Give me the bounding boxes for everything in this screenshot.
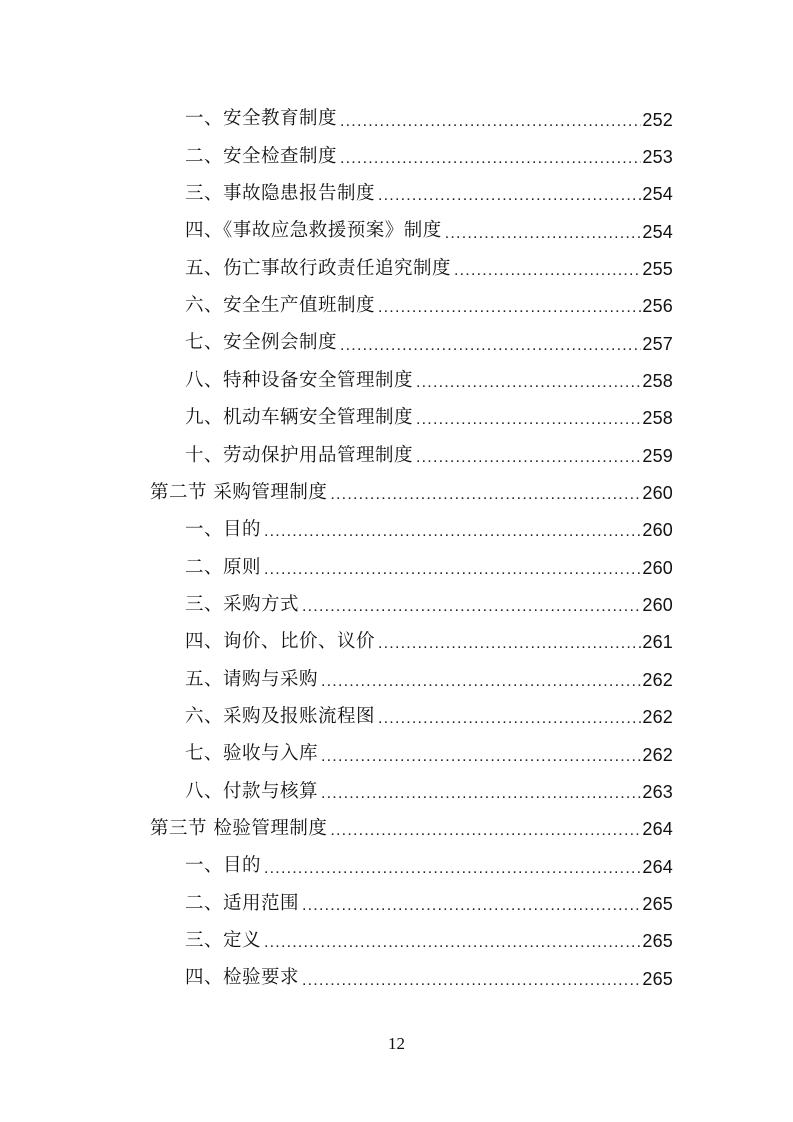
toc-dot-leader <box>264 524 641 540</box>
toc-entry-page: 258 <box>642 408 673 429</box>
toc-dot-leader <box>321 674 641 690</box>
toc-entry-label: 一、安全教育制度 <box>185 108 338 130</box>
toc-entry-label: 五、请购与采购 <box>185 668 319 690</box>
toc-dot-leader <box>302 898 641 914</box>
toc-dot-leader <box>416 412 641 428</box>
toc-dot-leader <box>264 935 641 951</box>
toc-entry-label: 五、伤亡事故行政责任追究制度 <box>185 257 452 279</box>
toc-entry[interactable] <box>150 288 673 325</box>
toc-entry-label: 四、检验要求 <box>185 967 300 989</box>
toc-entry[interactable] <box>150 437 673 474</box>
toc-entry-label: 九、机动车辆安全管理制度 <box>185 407 414 429</box>
toc-entry[interactable] <box>150 885 673 922</box>
toc-entry[interactable] <box>150 699 673 736</box>
toc-entry-page: 262 <box>642 669 673 690</box>
toc-entry-page: 260 <box>642 595 673 616</box>
toc-entry-page: 263 <box>642 781 673 802</box>
toc-entry-label: 八、特种设备安全管理制度 <box>185 369 414 391</box>
toc-entry-label: 七、验收与入库 <box>185 743 319 765</box>
toc-entry-label: 第三节 检验管理制度 <box>150 817 328 839</box>
toc-entry-label: 七、安全例会制度 <box>185 332 338 354</box>
toc-entry-label: 二、适用范围 <box>185 892 300 914</box>
toc-dot-leader <box>321 786 641 802</box>
toc-dot-leader <box>454 263 641 279</box>
toc-entry-page: 262 <box>642 707 673 728</box>
toc-entry-label: 二、原则 <box>185 556 262 578</box>
toc-entry-page: 260 <box>642 520 673 541</box>
toc-entry-page: 262 <box>642 744 673 765</box>
toc-entry-label: 三、定义 <box>185 929 262 951</box>
toc-entry-page: 253 <box>642 147 673 168</box>
page-number: 12 <box>388 1034 405 1053</box>
toc-entry-page: 265 <box>642 968 673 989</box>
toc-section-heading[interactable] <box>150 474 673 511</box>
toc-entry-label: 十、劳动保护用品管理制度 <box>185 444 414 466</box>
toc-dot-leader <box>264 861 641 877</box>
toc-entry[interactable] <box>150 176 673 213</box>
toc-dot-leader <box>264 562 641 578</box>
toc-entry-page: 252 <box>642 109 673 130</box>
toc-dot-leader <box>378 188 641 204</box>
toc-entry[interactable] <box>150 736 673 773</box>
toc-dot-leader <box>340 114 641 130</box>
toc-entry[interactable] <box>150 549 673 586</box>
table-of-contents <box>150 101 673 997</box>
toc-entry-label: 八、付款与核算 <box>185 780 319 802</box>
toc-entry-page: 258 <box>642 371 673 392</box>
toc-entry-page: 255 <box>642 259 673 280</box>
toc-entry-label: 二、安全检查制度 <box>185 145 338 167</box>
toc-entry[interactable] <box>150 325 673 362</box>
toc-entry[interactable] <box>150 923 673 960</box>
toc-entry-page: 254 <box>642 221 673 242</box>
toc-dot-leader <box>378 636 641 652</box>
toc-entry-label: 第二节 采购管理制度 <box>150 481 328 503</box>
toc-entry-label: 一、目的 <box>185 855 262 877</box>
toc-dot-leader <box>378 711 641 727</box>
toc-entry[interactable] <box>150 848 673 885</box>
toc-dot-leader <box>378 300 641 316</box>
toc-entry-page: 261 <box>642 632 673 653</box>
toc-section-heading[interactable] <box>150 811 673 848</box>
toc-entry[interactable] <box>150 661 673 698</box>
toc-entry-page: 260 <box>642 483 673 504</box>
toc-dot-leader <box>302 599 641 615</box>
toc-entry-page: 256 <box>642 296 673 317</box>
toc-entry-page: 259 <box>642 445 673 466</box>
toc-entry-label: 三、采购方式 <box>185 593 300 615</box>
toc-entry-label: 四、询价、比价、议价 <box>185 631 376 653</box>
toc-entry-label: 一、目的 <box>185 519 262 541</box>
toc-dot-leader <box>321 749 641 765</box>
toc-entry[interactable] <box>150 362 673 399</box>
toc-entry[interactable] <box>150 512 673 549</box>
toc-entry-page: 265 <box>642 931 673 952</box>
toc-entry[interactable] <box>150 213 673 250</box>
toc-entry[interactable] <box>150 624 673 661</box>
toc-entry-page: 264 <box>642 819 673 840</box>
toc-entry-label: 六、采购及报账流程图 <box>185 705 376 727</box>
toc-entry-page: 265 <box>642 893 673 914</box>
toc-dot-leader <box>330 823 641 839</box>
toc-dot-leader <box>445 226 642 242</box>
toc-entry-label: 六、安全生产值班制度 <box>185 295 376 317</box>
toc-dot-leader <box>416 450 641 466</box>
toc-entry[interactable] <box>150 773 673 810</box>
toc-entry[interactable] <box>150 250 673 287</box>
toc-dot-leader <box>340 151 641 167</box>
toc-entry[interactable] <box>150 138 673 175</box>
toc-entry-page: 257 <box>642 333 673 354</box>
toc-dot-leader <box>340 338 641 354</box>
toc-dot-leader <box>330 487 641 503</box>
toc-entry-label: 四、《事故应急救援预案》制度 <box>185 220 442 242</box>
toc-entry-page: 264 <box>642 856 673 877</box>
toc-entry-label: 三、事故隐患报告制度 <box>185 183 376 205</box>
toc-entry[interactable] <box>150 400 673 437</box>
toc-entry-page: 254 <box>642 184 673 205</box>
toc-dot-leader <box>302 973 641 989</box>
toc-dot-leader <box>416 375 641 391</box>
toc-entry[interactable] <box>150 101 673 138</box>
toc-entry[interactable] <box>150 586 673 623</box>
toc-entry[interactable] <box>150 960 673 997</box>
toc-entry-page: 260 <box>642 557 673 578</box>
